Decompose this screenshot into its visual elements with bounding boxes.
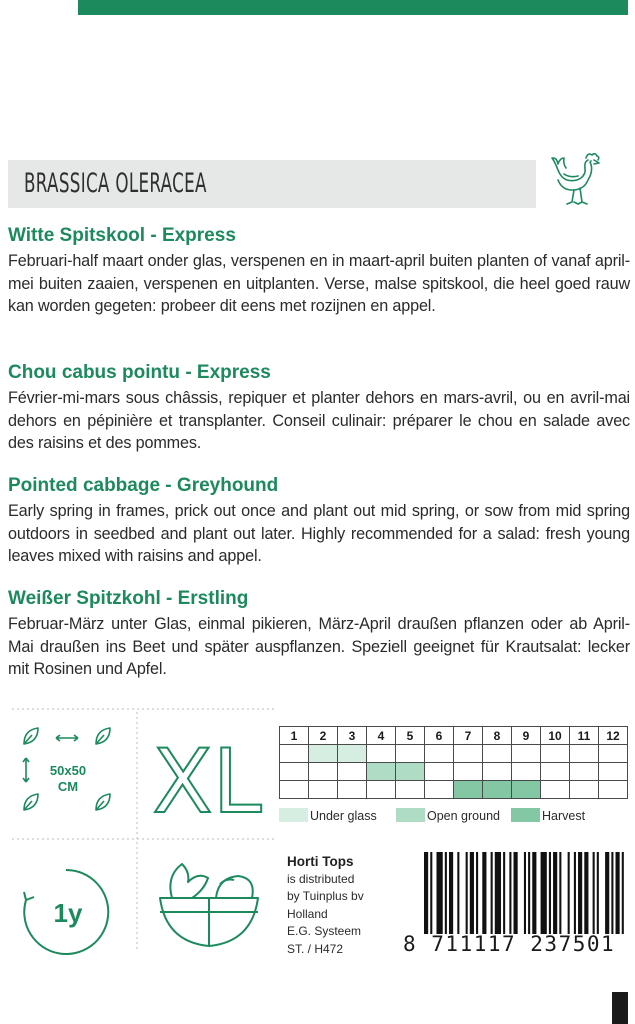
calendar-cell	[309, 745, 338, 763]
calendar-cell	[367, 781, 396, 799]
calendar-cell	[570, 745, 599, 763]
distributor-line: ST. / H472	[287, 941, 344, 956]
rooster-icon	[550, 148, 606, 218]
calendar-cell	[512, 781, 541, 799]
month-header: 6	[425, 727, 454, 745]
month-header: 1	[280, 727, 309, 745]
month-header: 2	[309, 727, 338, 745]
calendar-cell	[309, 781, 338, 799]
month-header: 5	[396, 727, 425, 745]
section-english	[8, 475, 630, 568]
legend-swatch	[396, 808, 425, 822]
barcode-number: 8 711117 237501	[403, 932, 616, 956]
calendar-cell	[541, 763, 570, 781]
latin-name: BRASSICA OLERACEA	[24, 168, 207, 199]
barcode-bar	[549, 852, 551, 934]
barcode-bar	[574, 852, 576, 934]
calendar-cell	[425, 763, 454, 781]
barcode-bar	[616, 852, 620, 934]
calendar-cell	[396, 745, 425, 763]
section-body: Februar-März unter Glas, einmal pikieren, März-April draußen pflanzen oder ab April-Mai draußen ins Beet und später auspflanzen. Speziell geeignet für Krautsalat: lecker mit Rosinen und Apfel.	[8, 615, 630, 678]
barcode-bar	[553, 852, 557, 934]
calendar-cell	[338, 781, 367, 799]
barcode-bar	[584, 852, 588, 934]
month-header: 11	[570, 727, 599, 745]
barcode-bar	[597, 852, 599, 934]
section-title: Pointed cabbage - Greyhound	[8, 475, 279, 496]
calendar-cell	[512, 745, 541, 763]
barcode-bar	[466, 852, 468, 934]
calendar-cell	[454, 745, 483, 763]
barcode-bar	[503, 852, 505, 934]
icon-divider-h2	[12, 838, 277, 840]
calendar-cell	[483, 763, 512, 781]
legend-swatch	[511, 808, 540, 822]
barcode-bar	[445, 852, 447, 934]
calendar-cell	[425, 745, 454, 763]
annual-icon	[16, 862, 126, 962]
barcode-bar	[457, 852, 459, 934]
calendar-cell	[454, 781, 483, 799]
calendar-cell	[599, 745, 628, 763]
calendar-cell	[599, 763, 628, 781]
calendar-cell	[367, 763, 396, 781]
section-title: Witte Spitskool - Express	[8, 225, 236, 246]
calendar-cell	[570, 781, 599, 799]
section-dutch	[8, 225, 630, 318]
barcode-bar	[611, 852, 613, 934]
calendar-cell	[483, 781, 512, 799]
section-body: Février-mi-mars sous châssis, repiquer et planter dehors en mars-avril, ou en avril-mai dehors en pépinière et transplanter. Conseil culinair: préparer le chou en salade avec des raisins et des pommes.	[8, 389, 630, 452]
calendar-cell	[280, 745, 309, 763]
month-header: 3	[338, 727, 367, 745]
spacing-value: 50x50	[49, 763, 87, 778]
vegetable-basket-icon	[150, 848, 268, 956]
month-header: 12	[599, 727, 628, 745]
distributor-line: Holland	[287, 906, 328, 921]
barcode-bar	[559, 852, 561, 934]
calendar-cell	[512, 763, 541, 781]
years-label: 1y	[53, 898, 83, 928]
distributor-line: is distributed	[287, 871, 355, 886]
distributor-info	[287, 853, 364, 959]
calendar-row	[280, 781, 628, 799]
legend-open-ground	[396, 808, 500, 823]
icon-divider-v	[136, 712, 138, 952]
legend-harvest	[511, 808, 585, 823]
legend-label: Harvest	[542, 809, 586, 823]
barcode-bar	[568, 852, 570, 934]
month-header: 10	[541, 727, 570, 745]
calendar-cell	[454, 763, 483, 781]
calendar-cell	[541, 781, 570, 799]
section-title: Weißer Spitzkohl - Erstling	[8, 588, 249, 609]
legend-under-glass	[279, 808, 377, 823]
sowing-calendar	[279, 726, 628, 799]
barcode-bar	[578, 852, 582, 934]
barcode-bar	[436, 852, 442, 934]
spacing-unit: CM	[57, 779, 79, 794]
month-header: 9	[512, 727, 541, 745]
barcode-bar	[449, 852, 453, 934]
calendar-cell	[367, 745, 396, 763]
month-header: 8	[483, 727, 512, 745]
size-xl-icon	[150, 720, 265, 830]
legend-swatch	[279, 808, 308, 822]
barcode-bar	[430, 852, 432, 934]
section-german	[8, 588, 630, 681]
distributor-line: by Tuinplus bv	[287, 889, 364, 904]
section-french	[8, 362, 630, 455]
calendar-row	[280, 763, 628, 781]
barcode-bar	[470, 852, 474, 934]
barcode-bar	[524, 852, 526, 934]
icon-divider-h	[12, 708, 277, 710]
barcode-bar	[495, 852, 501, 934]
plant-spacing-icon	[8, 712, 126, 832]
brand-name: Horti Tops	[287, 854, 354, 869]
barcode-bar	[509, 852, 511, 934]
barcode-bar	[424, 852, 428, 934]
calendar-cell	[570, 763, 599, 781]
legend-label: Under glass	[310, 809, 377, 823]
barcode-bar	[528, 852, 530, 934]
month-header: 7	[454, 727, 483, 745]
legend-label: Open ground	[427, 809, 500, 823]
calendar-cell	[280, 781, 309, 799]
barcode-bar	[482, 852, 486, 934]
print-mark	[612, 992, 628, 1024]
calendar-cell	[338, 763, 367, 781]
barcode-bar	[541, 852, 547, 934]
barcode-bar	[491, 852, 493, 934]
calendar-row	[280, 745, 628, 763]
distributor-line: E.G. Systeem	[287, 924, 362, 939]
barcode	[424, 852, 628, 934]
top-brand-bar	[78, 0, 628, 15]
calendar-cell	[396, 781, 425, 799]
calendar-cell	[280, 763, 309, 781]
calendar-cell	[396, 763, 425, 781]
calendar-cell	[309, 763, 338, 781]
calendar-cell	[338, 745, 367, 763]
size-label: XL	[152, 730, 262, 830]
barcode-bar	[514, 852, 518, 934]
barcode-bar	[622, 852, 624, 934]
calendar-cell	[541, 745, 570, 763]
calendar-cell	[425, 781, 454, 799]
section-title: Chou cabus pointu - Express	[8, 362, 271, 383]
month-header: 4	[367, 727, 396, 745]
section-body: Early spring in frames, prick out once and plant out mid spring, or sow from mid spring outdoors in seedbed and plant out later. Highly recommended for a salad: fresh young leaves mixed with raisins and appel.	[8, 502, 630, 565]
barcode-bar	[593, 852, 595, 934]
section-body: Februari-half maart onder glas, verspenen en in maart-april buiten planten of vanaf april-mei buiten zaaien, verspenen en uitplanten. Verse, malse spitskool, die heel goed rauw kan worden gegeten: probeer dit eens met rozijnen en appel.	[8, 252, 630, 315]
barcode-bar	[532, 852, 536, 934]
calendar-cell	[599, 781, 628, 799]
barcode-bar	[476, 852, 478, 934]
barcode-bar	[605, 852, 609, 934]
calendar-cell	[483, 745, 512, 763]
